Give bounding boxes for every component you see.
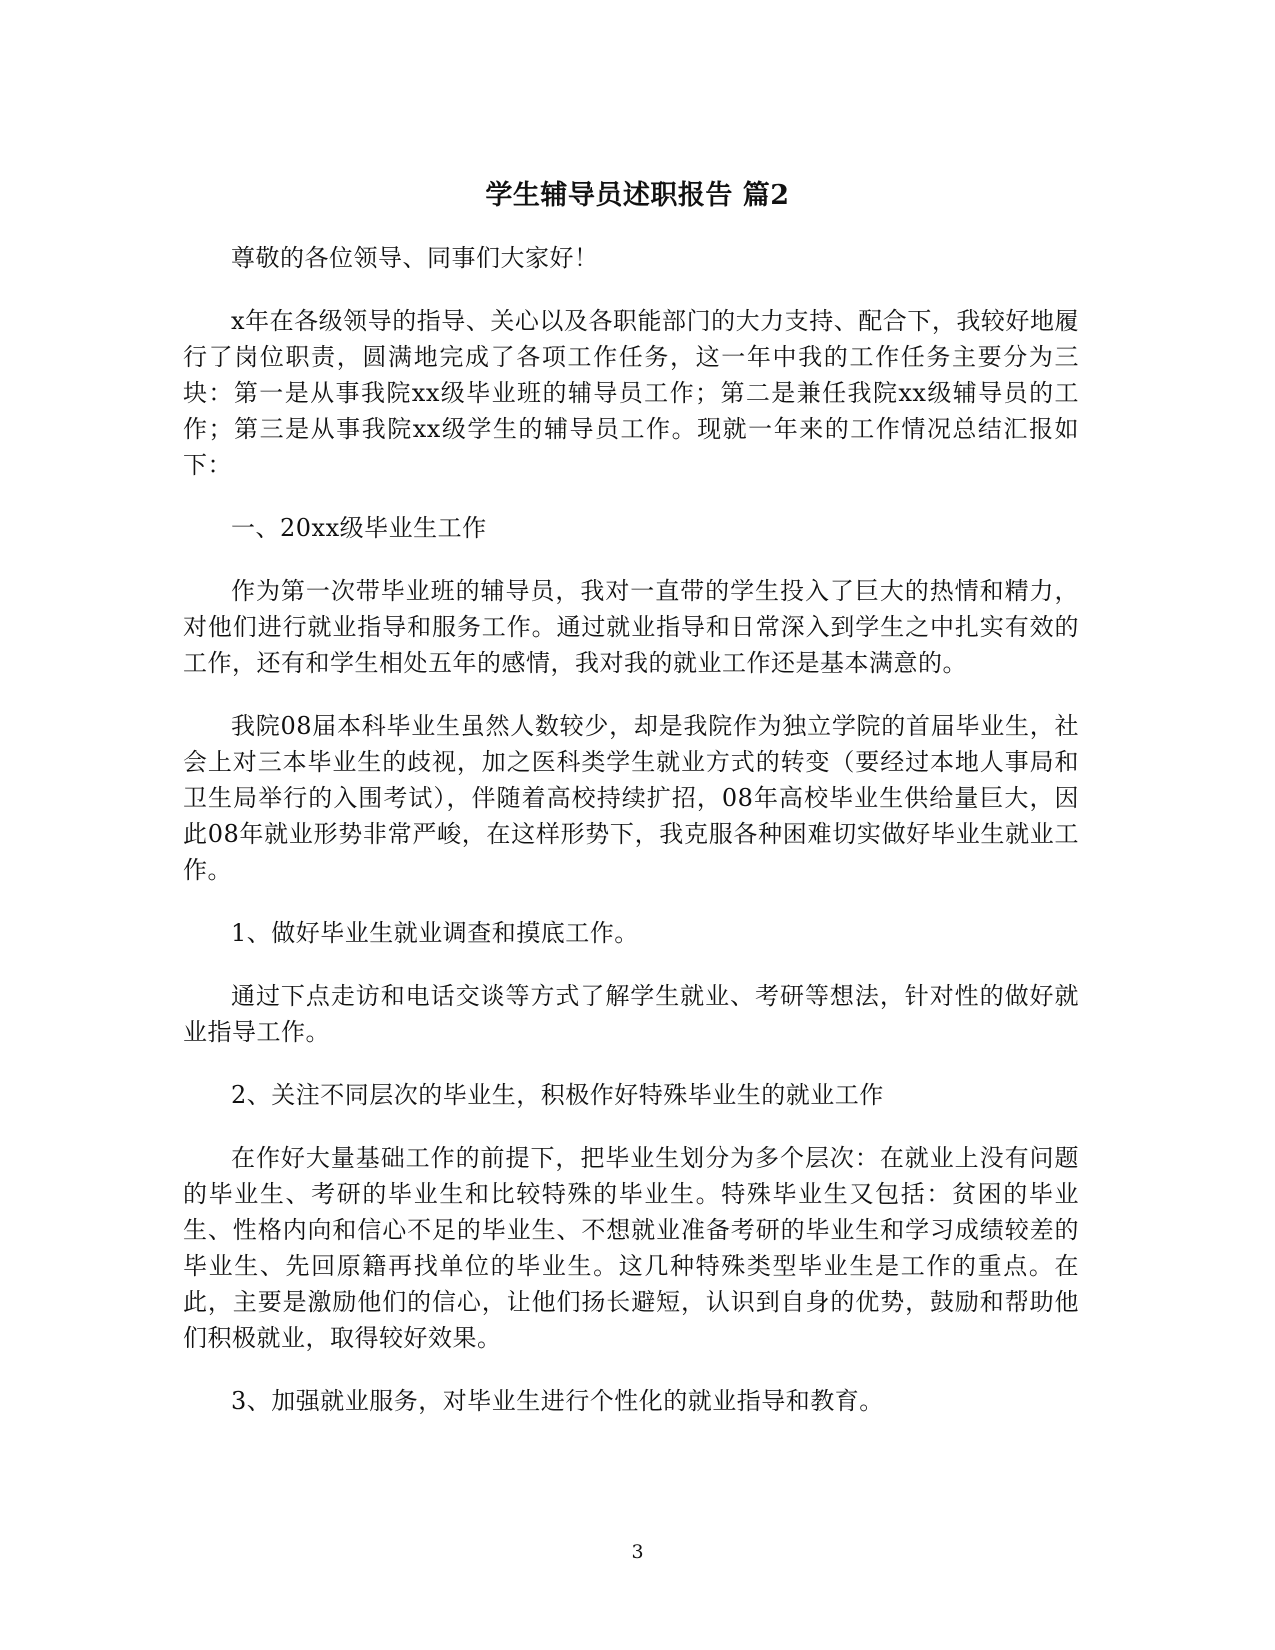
document-body <box>183 240 1079 1446</box>
body-paragraph: 通过下点走访和电话交谈等方式了解学生就业、考研等想法，针对性的做好就业指导工作。 <box>183 982 1079 1046</box>
body-paragraph: 我院08届本科毕业生虽然人数较少，却是我院作为独立学院的首届毕业生，社会上对三本毕业生的歧视，加之医科类学生就业方式的转变（要经过本地人事局和卫生局举行的入围考试），伴随着高校持续扩招，08年高校毕业生供给量巨大，因此08年就业形势非常严峻，在这样形势下，我克服各种困难切实做好毕业生就业工作。 <box>183 712 1079 884</box>
subsection-heading: 1、做好毕业生就业调查和摸底工作。 <box>231 919 639 947</box>
greeting-paragraph: 尊敬的各位领导、同事们大家好！ <box>231 244 599 272</box>
body-paragraph: 作为第一次带毕业班的辅导员，我对一直带的学生投入了巨大的热情和精力，对他们进行就业指导和服务工作。通过就业指导和日常深入到学生之中扎实有效的工作，还有和学生相处五年的感情，我对我的就业工作还是基本满意的。 <box>183 577 1079 677</box>
body-paragraph: 在作好大量基础工作的前提下，把毕业生划分为多个层次：在就业上没有问题的毕业生、考研的毕业生和比较特殊的毕业生。特殊毕业生又包括：贫困的毕业生、性格内向和信心不足的毕业生、不想就业准备考研的毕业生和学习成绩较差的毕业生、先回原籍再找单位的毕业生。这几种特殊类型毕业生是工作的重点。在此，主要是激励他们的信心，让他们扬长避短，认识到自身的优势，鼓励和帮助他们积极就业，取得较好效果。 <box>183 1144 1079 1352</box>
subsection-heading: 3、加强就业服务，对毕业生进行个性化的就业指导和教育。 <box>231 1387 884 1415</box>
intro-paragraph: x年在各级领导的指导、关心以及各职能部门的大力支持、配合下，我较好地履行了岗位职责，圆满地完成了各项工作任务，这一年中我的工作任务主要分为三块：第一是从事我院xx级毕业班的辅导员工作；第二是兼任我院xx级辅导员的工作；第三是从事我院xx级学生的辅导员工作。现就一年来的工作情况总结汇报如下： <box>183 307 1079 479</box>
section-heading: 一、20xx级毕业生工作 <box>231 514 487 542</box>
page-number: 3 <box>631 1541 644 1563</box>
document-title: 学生辅导员述职报告 篇2 <box>485 180 790 211</box>
subsection-heading: 2、关注不同层次的毕业生，积极作好特殊毕业生的就业工作 <box>231 1081 884 1109</box>
